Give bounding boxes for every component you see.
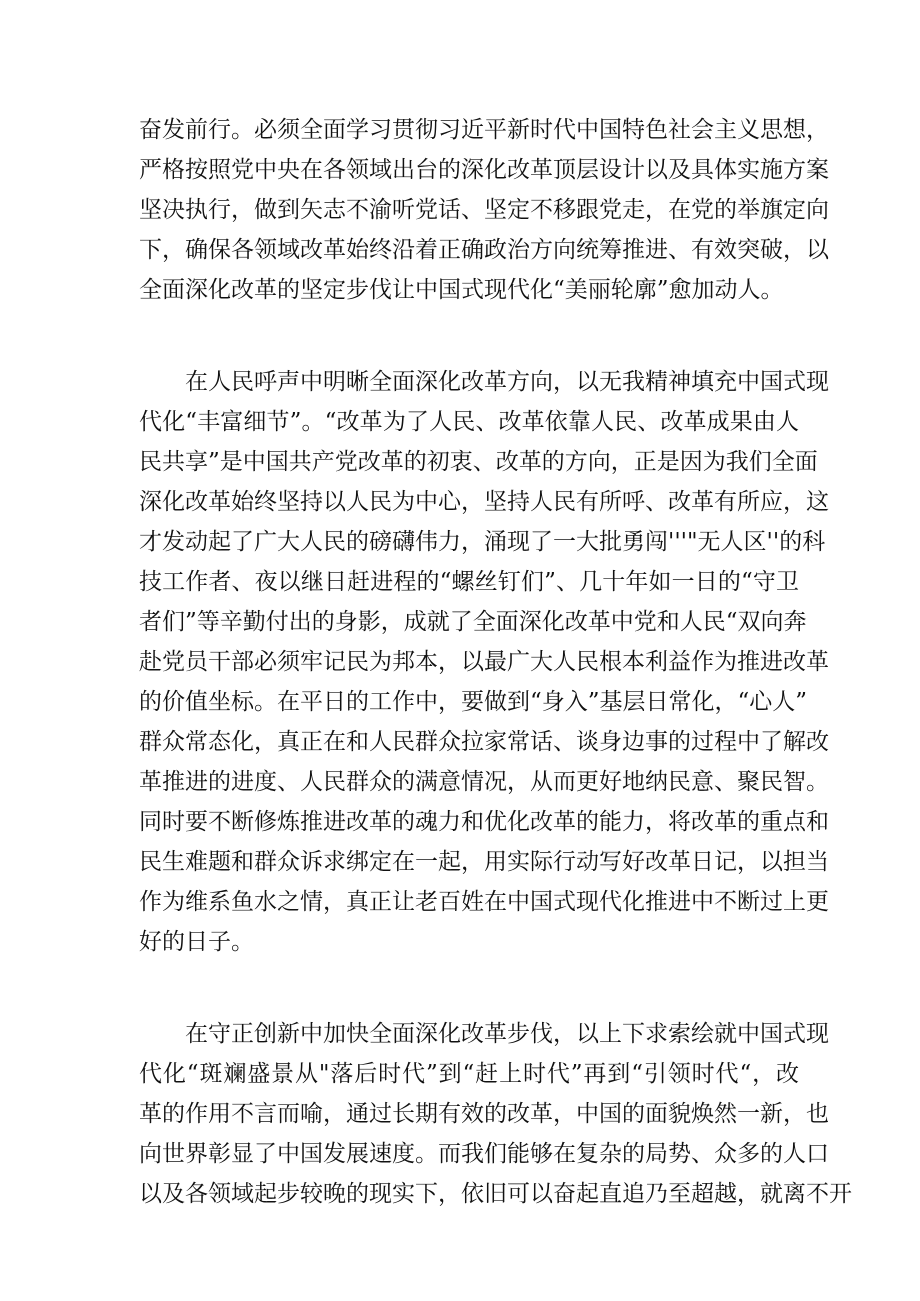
document-body xyxy=(139,110,852,1214)
text-line: 民共享”是中国共产党改革的初衷、改革的方向，正是因为我们全面 xyxy=(139,449,818,475)
text-line: 的价值坐标。在平日的工作中，要做到“身入”基层日常化，“心人” xyxy=(139,689,808,715)
text-line: 在守正创新中加快全面深化改革步伐，以上下求索绘就中国式现 xyxy=(185,1021,829,1047)
text-line: 同时要不断修炼推进改革的魂力和优化改革的能力，将改革的重点和 xyxy=(139,809,829,835)
text-line: 全面深化改革的坚定步伐让中国式现代化“美丽轮廓”愈加动人。 xyxy=(139,277,784,303)
paragraph-2 xyxy=(139,362,829,962)
text-line: 作为维系鱼水之情，真正让老百姓在中国式现代化推进中不断过上更 xyxy=(139,889,829,915)
text-line: 群众常态化，真正在和人民群众拉家常话、谈身边事的过程中了解改 xyxy=(139,729,829,755)
text-line: 赴党员干部必须牢记民为邦本，以最广大人民根本利益作为推进改革 xyxy=(139,649,829,675)
text-line: 向世界彰显了中国发展速度。而我们能够在复杂的局势、众多的人口 xyxy=(139,1141,829,1167)
text-line: 以及各领域起步较晚的现实下，依旧可以奋起直追乃至超越，就离不开 xyxy=(139,1181,852,1207)
text-line: 革推进的进度、人民群众的满意情况，从而更好地纳民意、聚民智。 xyxy=(139,769,829,795)
text-line: 好的日子。 xyxy=(139,929,254,955)
paragraph-gap xyxy=(139,310,799,362)
text-line: 下，确保各领域改革始终沿着正确政治方向统筹推进、有效突破，以 xyxy=(139,237,829,263)
text-line: 才发动起了广大人民的磅礴伟力，涌现了一大批勇闯'''"无人区''的科 xyxy=(139,529,826,555)
text-line: 技工作者、夜以继日赶进程的“螺丝钉们”、几十年如一日的“守卫 xyxy=(139,569,799,595)
text-line: 严格按照党中央在各领域出台的深化改革顶层设计以及具体实施方案 xyxy=(139,157,829,183)
paragraph-1 xyxy=(139,110,829,310)
text-line: 革的作用不言而喻，通过长期有效的改革，中国的面貌焕然一新，也 xyxy=(139,1101,829,1127)
text-line: 坚决执行，做到矢志不渝听党话、坚定不移跟党走，在党的举旗定向 xyxy=(139,197,829,223)
text-line: 者们”等辛勤付出的身影，成就了全面深化改革中党和人民“双向奔 xyxy=(139,609,807,635)
text-line: 深化改革始终坚持以人民为中心，坚持人民有所呼、改革有所应，这 xyxy=(139,489,829,515)
paragraph-gap xyxy=(139,962,799,1014)
paragraph-3 xyxy=(139,1014,852,1214)
text-line: 代化“丰富细节”。“改革为了人民、改革依靠人民、改革成果由人 xyxy=(139,409,799,435)
text-line: 代化“斑斓盛景从"落后时代”到“赶上时代”再到“引领时代“，改 xyxy=(139,1061,799,1087)
text-line: 奋发前行。必须全面学习贯彻习近平新时代中国特色社会主义思想， xyxy=(139,117,829,143)
text-line: 在人民呼声中明晰全面深化改革方向，以无我精神填充中国式现 xyxy=(185,369,829,395)
text-line: 民生难题和群众诉求绑定在一起，用实际行动写好改革日记，以担当 xyxy=(139,849,829,875)
